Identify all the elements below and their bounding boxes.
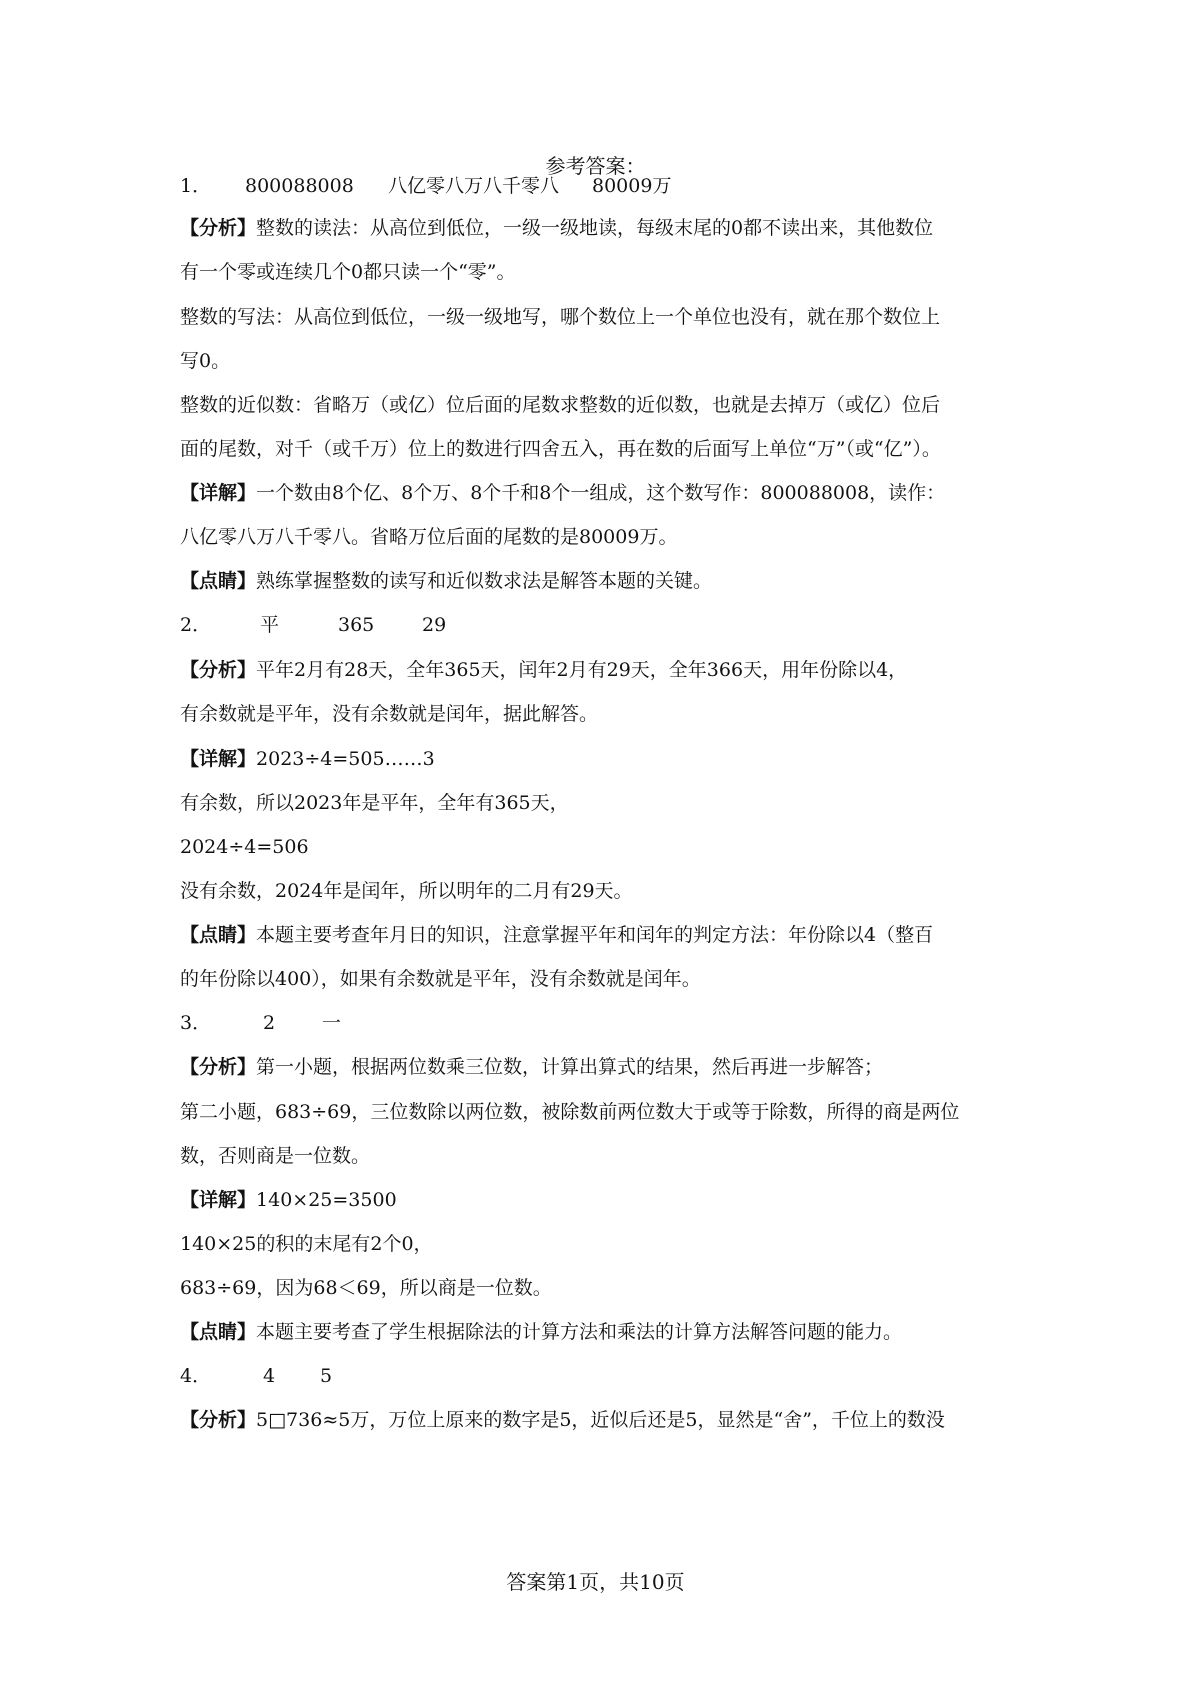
explanation-line: 整数的写法：从高位到低位，一级一级地写，哪个数位上一个单位也没有，就在那个数位上 xyxy=(180,306,941,328)
answer-blank: 29 xyxy=(422,614,447,636)
explanation-line: 【点睛】本题主要考查了学生根据除法的计算方法和乘法的计算方法解答问题的能力。 xyxy=(180,1321,903,1343)
answer-blank: 80009万 xyxy=(592,175,672,197)
page-title: 参考答案： xyxy=(545,154,646,178)
answer-blank: 4 xyxy=(263,1365,276,1387)
explanation-line: 【详解】140×25=3500 xyxy=(180,1189,397,1211)
explanation-line: 面的尾数，对千（或千万）位上的数进行四舍五入，再在数的后面写上单位“万”（或“亿”）。 xyxy=(180,438,941,460)
answer-blank: 八亿零八万八千零八 xyxy=(388,175,560,197)
explanation-line: 有余数，所以2023年是平年，全年有365天， xyxy=(180,792,569,814)
explanation-line: 【点睛】本题主要考查年月日的知识，注意掌握平年和闰年的判定方法：年份除以4（整百 xyxy=(180,924,934,946)
question-number: 3． xyxy=(180,1012,212,1034)
explanation-line: 【点睛】熟练掌握整数的读写和近似数求法是解答本题的关键。 xyxy=(180,570,713,592)
question-number: 1． xyxy=(180,175,212,197)
answer-blank: 平 xyxy=(260,614,280,636)
question-number: 2． xyxy=(180,614,212,636)
explanation-line: 【详解】一个数由8个亿、8个万、8个千和8个一组成，这个数写作：800088008，读作： xyxy=(180,482,946,504)
answer-blank: 365 xyxy=(338,614,375,636)
explanation-line: 【分析】整数的读法：从高位到低位，一级一级地读，每级末尾的0都不读出来，其他数位 xyxy=(180,217,934,239)
answer-blank: 2 xyxy=(263,1012,276,1034)
explanation-line: 有余数就是平年，没有余数就是闰年，据此解答。 xyxy=(180,703,599,725)
explanation-line: 整数的近似数：省略万（或亿）位后面的尾数求整数的近似数，也就是去掉万（或亿）位后 xyxy=(180,394,941,416)
explanation-line: 140×25的积的末尾有2个0， xyxy=(180,1233,433,1255)
explanation-line: 683÷69，因为68＜69，所以商是一位数。 xyxy=(180,1277,552,1299)
explanation-line: 的年份除以400），如果有余数就是平年，没有余数就是闰年。 xyxy=(180,968,701,990)
explanation-line: 数，否则商是一位数。 xyxy=(180,1145,371,1167)
explanation-line: 【分析】平年2月有28天，全年365天，闰年2月有29天，全年366天，用年份除以4， xyxy=(180,659,908,681)
explanation-line: 写0。 xyxy=(180,350,231,372)
explanation-line: 有一个零或连续几个0都只读一个“零”。 xyxy=(180,261,516,283)
explanation-line: 没有余数，2024年是闰年，所以明年的二月有29天。 xyxy=(180,880,633,902)
explanation-line: 【分析】5□736≈5万，万位上原来的数字是5，近似后还是5，显然是“舍”，千位上的数没 xyxy=(180,1409,945,1431)
explanation-line: 第二小题，683÷69，三位数除以两位数，被除数前两位数大于或等于除数，所得的商是两位 xyxy=(180,1101,960,1123)
page-footer: 答案第1页，共10页 xyxy=(506,1570,685,1594)
answer-blank: 800088008 xyxy=(245,175,354,197)
explanation-line: 2024÷4=506 xyxy=(180,836,309,858)
explanation-line: 【分析】第一小题，根据两位数乘三位数，计算出算式的结果，然后再进一步解答； xyxy=(180,1056,884,1078)
explanation-line: 八亿零八万八千零八。省略万位后面的尾数的是80009万。 xyxy=(180,526,678,548)
question-number: 4． xyxy=(180,1365,212,1387)
explanation-line: 【详解】2023÷4=505……3 xyxy=(180,748,435,770)
answer-blank: 一 xyxy=(322,1012,342,1034)
answer-blank: 5 xyxy=(320,1365,333,1387)
